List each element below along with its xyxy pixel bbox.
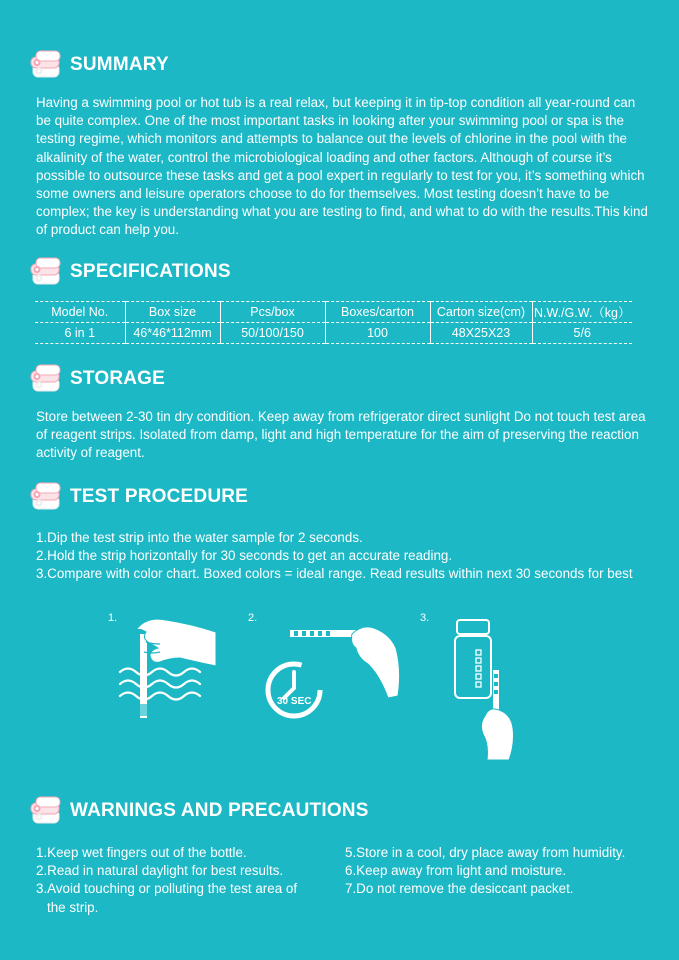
warning-item: 7.Do not remove the desiccant packet.: [345, 881, 574, 897]
table-cell: 48X25X23: [430, 323, 532, 344]
storage-header: [30, 363, 165, 395]
warnings-right-list: [345, 844, 665, 899]
warning-item: 1.Keep wet fingers out of the bottle.: [36, 845, 247, 860]
warning-item: 3.Avoid touching or polluting the test area of: [36, 881, 298, 897]
summary-title: SUMMARY: [70, 54, 169, 75]
storage-title: STORAGE: [70, 368, 166, 389]
table-header-cell: Model No.: [35, 302, 125, 323]
specifications-title: SPECIFICATIONS: [70, 261, 231, 282]
table-cell: 6 in 1: [35, 323, 125, 344]
towel-stack-icon: [30, 482, 64, 512]
towel-stack-icon: [30, 364, 64, 394]
specifications-header: [30, 256, 231, 288]
warning-item: 2.Read in natural daylight for best results.: [36, 863, 284, 879]
procedure-step: 1.Dip the test strip into the water sample for 2 seconds.: [36, 530, 363, 545]
specifications-table: [35, 301, 632, 344]
compare-chart-illustration: [445, 612, 535, 762]
dip-strip-illustration: [110, 612, 230, 727]
towel-stack-icon: [30, 796, 64, 826]
figure-label-3: 3.: [420, 612, 430, 624]
table-header-cell: Pcs/box: [220, 302, 325, 323]
table-cell: 46*46*112mm: [125, 323, 220, 344]
warning-item: 5.Store in a cool, dry place away from humidity.: [345, 845, 626, 860]
table-header-cell: N.W./G.W.（kg）: [533, 306, 631, 320]
timer-label: 30 SEC: [277, 696, 312, 707]
warnings-left-list: [36, 844, 336, 917]
warnings-header: [30, 795, 369, 827]
storage-text: Store between 2-30 tin dry condition. Keep away from refrigerator direct sunlight Do not touch test area of reagent strips. Isolated from damp, light and high temperature for the aim of preserving the reaction activity of reagent.: [36, 409, 646, 461]
towel-stack-icon: [30, 257, 64, 287]
figure-label-1: 1.: [108, 612, 118, 624]
table-cell: 50/100/150: [220, 323, 325, 344]
procedure-header: [30, 481, 248, 513]
warning-item: the strip.: [47, 899, 99, 915]
warnings-title: WARNINGS AND PRECAUTIONS: [70, 800, 369, 821]
table-cell: 100: [325, 323, 430, 344]
procedure-step: 3.Compare with color chart. Boxed colors = ideal range. Read results within next 30 seconds for best: [36, 566, 633, 582]
procedure-steps: [36, 529, 656, 584]
table-header-cell: Boxes/carton: [325, 302, 430, 323]
summary-text: Having a swimming pool or hot tub is a real relax, but keeping it in tip-top condition all year-round can be quite complex. One of the most important tasks in looking after your swimming pool or spa is the testing regime, which monitors and attempts to balance out the levels of chlorine in the pool with the alkalinity of the water, control the microbiological loading and other factors. Although of course it’s possible to outsource these tasks and get a pool expert in regularly to test for you, it’s something which some owners and leisure operators choose to do for themselves. Most testing doesn’t have to be complex; the key is understanding what you are testing to find, and what to do with the results.This kind of product can help you.: [36, 95, 648, 238]
procedure-step: 2.Hold the strip horizontally for 30 seconds to get an accurate reading.: [36, 548, 453, 564]
towel-stack-icon: [30, 50, 64, 80]
figure-label-2: 2.: [248, 612, 258, 624]
table-header-cell: Box size: [125, 302, 220, 323]
summary-header: [30, 49, 169, 81]
procedure-title: TEST PROCEDURE: [70, 486, 249, 507]
table-cell: 5/6: [573, 326, 591, 340]
wait-timer-illustration: [262, 612, 402, 727]
warning-item: 6.Keep away from light and moisture.: [345, 863, 567, 879]
table-header-row: [35, 302, 632, 323]
table-header-cell: Carton size(cm): [430, 302, 532, 323]
table-row: [35, 323, 632, 344]
